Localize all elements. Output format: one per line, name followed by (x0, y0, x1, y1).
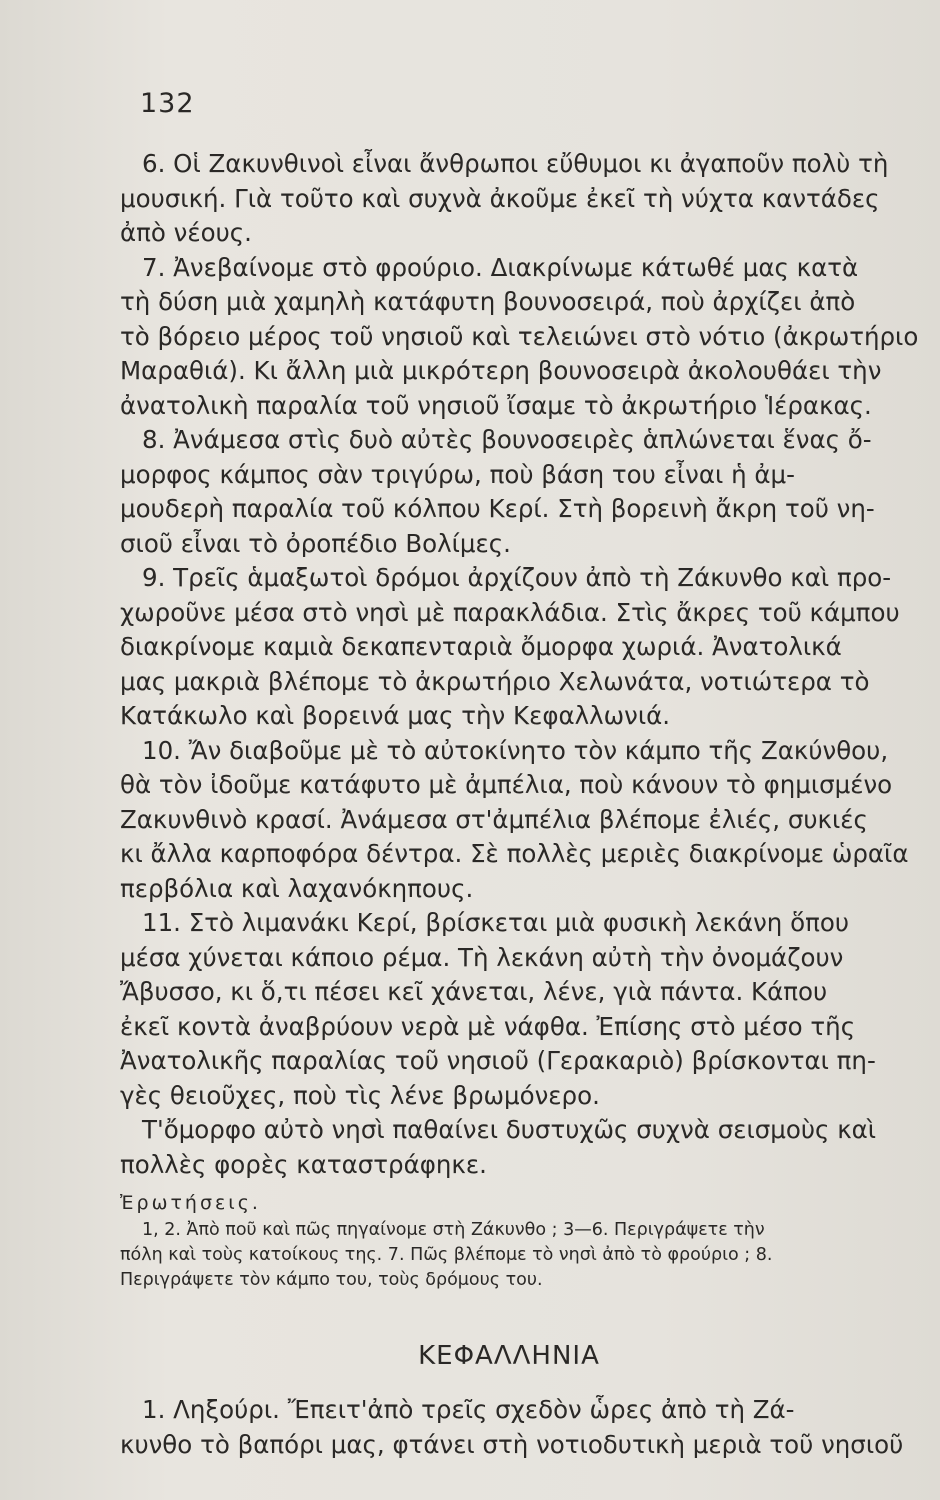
question-line: πόλη καὶ τοὺς κατοίκους της. 7. Πῶς βλέπομε τὸ νησὶ ἀπὸ τὸ φρούριο ; 8. (120, 1245, 773, 1265)
text-line: κι ἄλλα καρποφόρα δέντρα. Σὲ πολλὲς μεριὲς διακρίνομε ὡραῖα (120, 839, 909, 868)
text-line: Κατάκωλο καὶ βορεινά μας τὴν Κεφαλλωνιά. (120, 701, 671, 730)
questions-block (120, 1218, 918, 1293)
text-line: 1. Ληξούρι. Ἔπειτ'ἀπὸ τρεῖς σχεδὸν ὧρες ἀπὸ τὴ Ζά- (142, 1395, 795, 1424)
text-line: τὸ βόρειο μέρος τοῦ νησιοῦ καὶ τελειώνει στὸ νότιο (ἀκρωτήριο (120, 321, 918, 351)
text-line: ἐκεῖ κοντὰ ἀναβρύουν νερὰ μὲ νάφθα. Ἐπίσης στὸ μέσο τῆς (120, 1011, 856, 1041)
text-line: μορφος κάμπος σὰν τριγύρω, ποὺ βάση του εἶναι ἡ ἀμ- (120, 459, 795, 489)
section-text (120, 1393, 918, 1462)
question-line: Περιγράψετε τὸν κάμπο του, τοὺς δρόμους του. (120, 1270, 543, 1290)
text-line: 9. Τρεῖς ἁμαξωτοὶ δρόμοι ἀρχίζουν ἀπὸ τὴ Ζάκυνθο καὶ προ- (142, 563, 892, 592)
text-line: γὲς θειοῦχες, ποὺ τὶς λένε βρωμόνερο. (120, 1080, 600, 1110)
question-line: 1, 2. Ἀπὸ ποῦ καὶ πῶς πηγαίνομε στὴ Ζάκυνθο ; 3—6. Περιγράψετε τὴν (142, 1220, 765, 1240)
text-line: κυνθο τὸ βαπόρι μας, φτάνει στὴ νοτιοδυτικὴ μεριὰ τοῦ νησιοῦ (120, 1429, 904, 1459)
text-line: μας μακριὰ βλέπομε τὸ ἀκρωτήριο Χελωνάτα, νοτιώτερα τὸ (120, 666, 870, 696)
text-line: τὴ δύση μιὰ χαμηλὴ κατάφυτη βουνοσειρά, ποὺ ἀρχίζει ἀπὸ (120, 287, 856, 316)
section-title: ΚΕΦΑΛΛΗΝΙΑ (418, 1341, 600, 1371)
text-line: 7. Ἀνεβαίνομε στὸ φρούριο. Διακρίνωμε κάτωθέ μας κατὰ (142, 252, 859, 282)
text-line: Ἄβυσσο, κι ὅ,τι πέσει κεῖ χάνεται, λένε, γιὰ πάντα. Κάπου (120, 977, 828, 1006)
body-text (120, 147, 918, 1182)
questions-heading: Ἐρωτήσεις. (120, 1192, 261, 1214)
text-line: ἀνατολικὴ παραλία τοῦ νησιοῦ ἴσαμε τὸ ἀκρωτήριο Ἱέρακας. (120, 390, 872, 420)
text-line: 8. Ἀνάμεσα στὶς δυὸ αὐτὲς βουνοσειρὲς ἁπλώνεται ἕνας ὄ- (142, 425, 872, 454)
text-line: Μαραθιά). Κι ἄλλη μιὰ μικρότερη βουνοσειρὰ ἀκολουθάει τὴν (120, 356, 882, 385)
text-line: ἀπὸ νέους. (120, 218, 252, 247)
text-line: Τ'ὄμορφο αὐτὸ νησὶ παθαίνει δυστυχῶς συχνὰ σεισμοὺς καὶ (142, 1115, 877, 1144)
text-line: πολλὲς φορὲς καταστράφηκε. (120, 1149, 487, 1179)
text-line: 10. Ἄν διαβοῦμε μὲ τὸ αὐτοκίνητο τὸν κάμπο τῆς Ζακύνθου, (142, 735, 889, 765)
text-line: μουσική. Γιὰ τοῦτο καὶ συχνὰ ἀκοῦμε ἐκεῖ τὴ νύχτα καντάδες (120, 183, 880, 213)
text-line: 6. Οἱ Ζακυνθινοὶ εἶναι ἄνθρωποι εὔθυμοι κι ἀγαποῦν πολὺ τὴ (142, 149, 889, 178)
page-number: 132 (140, 88, 195, 119)
text-line: Ζακυνθινὸ κρασί. Ἀνάμεσα στ'ἀμπέλια βλέπομε ἐλιές, συκιές (120, 804, 868, 834)
text-line: περβόλια καὶ λαχανόκηπους. (120, 873, 474, 903)
text-line: Ἀνατολικῆς παραλίας τοῦ νησιοῦ (Γερακαριὸ) βρίσκονται πη- (120, 1046, 876, 1075)
text-line: θὰ τὸν ἰδοῦμε κατάφυτο μὲ ἀμπέλια, ποὺ κάνουν τὸ φημισμένο (120, 770, 893, 799)
text-line: 11. Στὸ λιμανάκι Κερί, βρίσκεται μιὰ φυσικὴ λεκάνη ὅπου (142, 908, 849, 937)
text-line: μουδερὴ παραλία τοῦ κόλπου Κερί. Στὴ βορεινὴ ἄκρη τοῦ νη- (120, 494, 875, 523)
text-line: διακρίνομε καμιὰ δεκαπενταριὰ ὄμορφα χωριά. Ἀνατολικά (120, 632, 842, 661)
text-line: χωροῦνε μέσα στὸ νησὶ μὲ παρακλάδια. Στὶς ἄκρες τοῦ κάμπου (120, 597, 900, 627)
text-line: σιοῦ εἶναι τὸ ὀροπέδιο Βολίμες. (120, 528, 511, 558)
text-line: μέσα χύνεται κάποιο ρέμα. Τὴ λεκάνη αὐτὴ τὴν ὀνομάζουν (120, 942, 844, 972)
